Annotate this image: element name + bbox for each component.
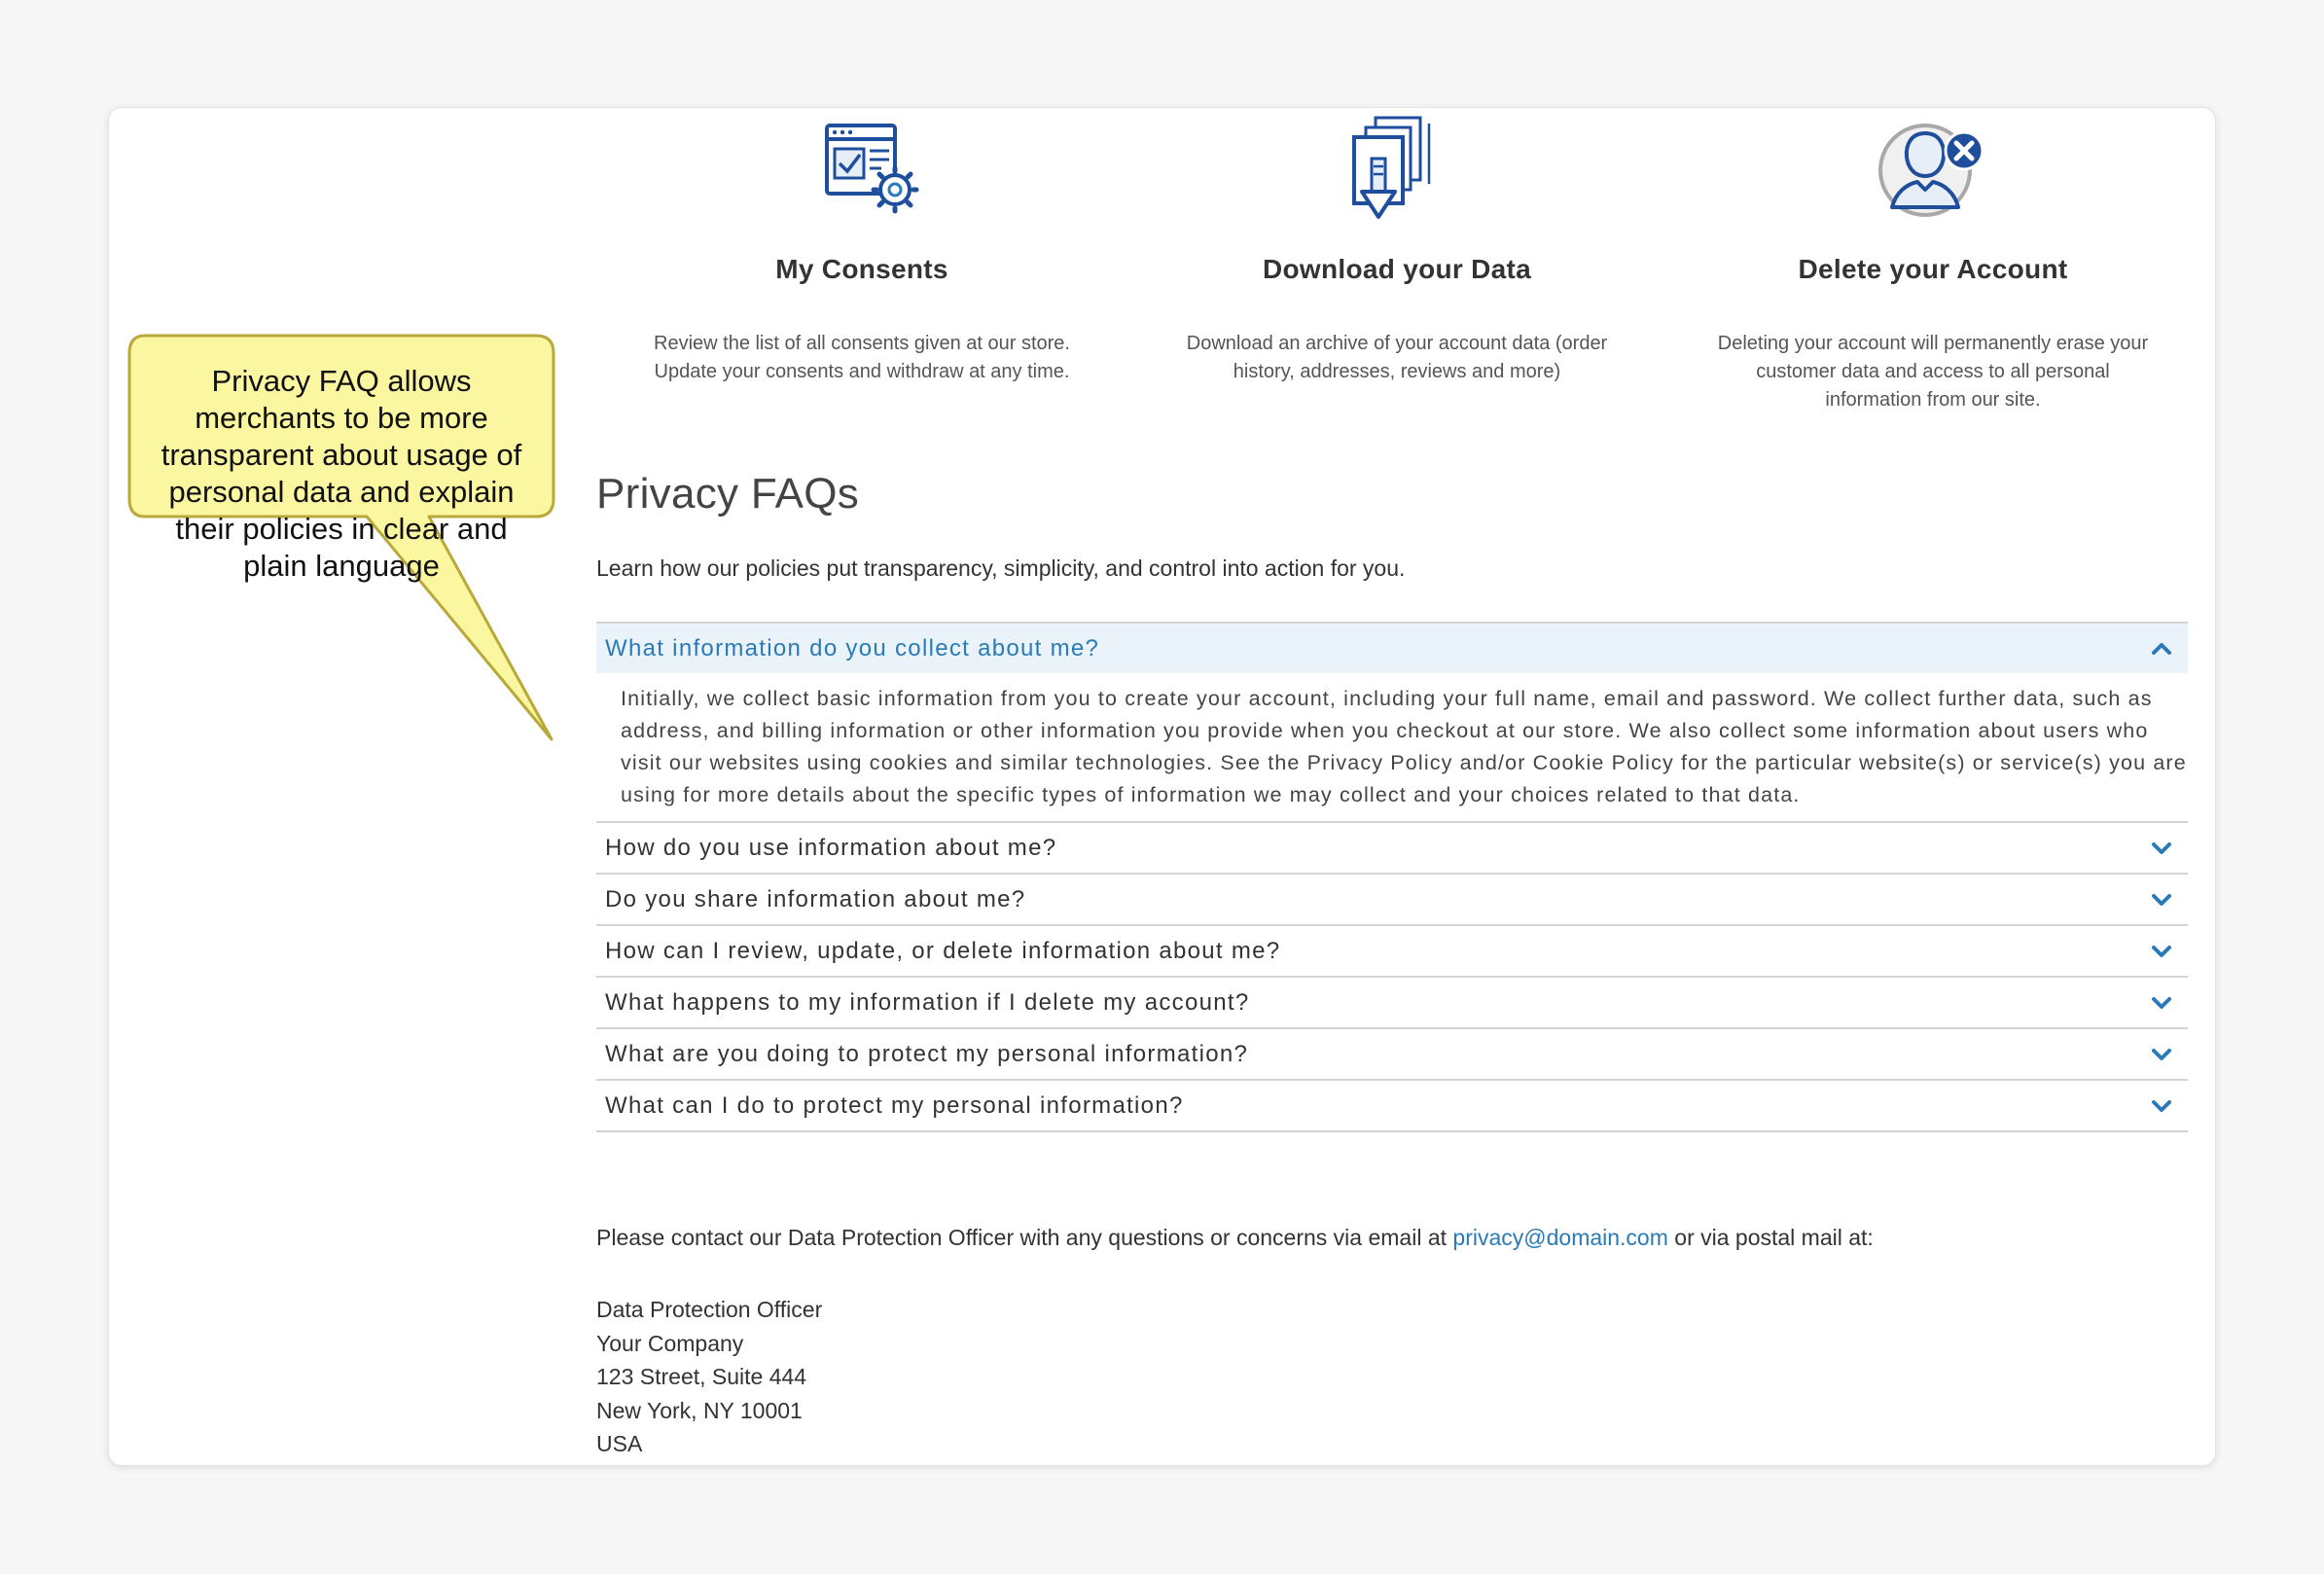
tile-description: Download an archive of your account data (order history, addresses, reviews and more) <box>1186 333 1608 382</box>
contact-text <box>596 1225 1874 1251</box>
chevron-down-icon <box>2151 992 2172 1014</box>
chevron-down-icon <box>2151 1044 2172 1065</box>
tile-title[interactable]: My Consents <box>775 254 948 284</box>
faq-item <box>596 1029 2188 1081</box>
privacy-email-link[interactable]: privacy@domain.com <box>1452 1225 1668 1250</box>
tile-description: Review the list of all consents given at our store. Update your consents and withdraw at any time. <box>654 333 1070 382</box>
contact-text-after: or via postal mail at: <box>1667 1225 1874 1250</box>
faq-question-toggle[interactable] <box>596 875 2188 924</box>
faq-question-toggle[interactable] <box>596 1081 2188 1130</box>
faq-question: How do you use information about me? <box>605 834 1057 861</box>
faq-heading: Privacy FAQs <box>596 470 860 518</box>
faq-question-toggle[interactable] <box>596 624 2188 673</box>
address-line: Your Company <box>596 1330 744 1356</box>
annotation-callout <box>127 334 555 613</box>
faq-item <box>596 624 2188 823</box>
privacy-panel <box>108 107 2216 1466</box>
chevron-down-icon <box>2151 838 2172 859</box>
callout-text: Privacy FAQ allows merchants to be more transparent about usage of personal data and explain their policies in clear and plain language <box>161 364 522 583</box>
faq-accordion <box>596 622 2188 1132</box>
chevron-up-icon <box>2151 638 2172 660</box>
download-documents-icon <box>1339 116 1455 233</box>
faq-item <box>596 823 2188 875</box>
chevron-down-icon <box>2151 1095 2172 1117</box>
postal-address <box>596 1293 822 1461</box>
faq-question: What information do you collect about me? <box>605 634 1100 662</box>
chevron-down-icon <box>2151 889 2172 911</box>
faq-question: What happens to my information if I delete my account? <box>605 988 1250 1016</box>
address-line: USA <box>596 1431 643 1456</box>
faq-item <box>596 926 2188 978</box>
faq-intro: Learn how our policies put transparency, simplicity, and control into action for you. <box>596 555 1406 581</box>
chevron-down-icon <box>2151 941 2172 962</box>
faq-question: What are you doing to protect my personal information? <box>605 1040 1249 1067</box>
faq-item <box>596 978 2188 1029</box>
contact-text-before: Please contact our Data Protection Officer with any questions or concerns via email at <box>596 1225 1453 1250</box>
faq-question: How can I review, update, or delete information about me? <box>605 937 1281 964</box>
tile-title[interactable]: Download your Data <box>1262 254 1532 284</box>
delete-user-icon <box>1875 116 2001 223</box>
faq-question: What can I do to protect my personal information? <box>605 1091 1184 1119</box>
faq-item <box>596 875 2188 926</box>
faq-question: Do you share information about me? <box>605 885 1026 912</box>
address-line: 123 Street, Suite 444 <box>596 1364 807 1389</box>
consents-settings-icon <box>804 116 920 223</box>
address-line: Data Protection Officer <box>596 1297 823 1322</box>
tile-title[interactable]: Delete your Account <box>1798 254 2068 284</box>
faq-question-toggle[interactable] <box>596 926 2188 976</box>
faq-item <box>596 1081 2188 1132</box>
faq-question-toggle[interactable] <box>596 1029 2188 1079</box>
faq-question-toggle[interactable] <box>596 978 2188 1027</box>
faq-answer: Initially, we collect basic information from you to create your account, including your full name, email and password. We collect further data, such as address, and billing information or other information you provide when you checkout at our store. We also collect some information about users who visit our websites using cookies and similar technologies. See the Privacy Policy and/or Cookie Policy for the particular website(s) or service(s) you are using for more details about the specific types of information we may collect and your choices related to that data. <box>621 687 2187 806</box>
address-line: New York, NY 10001 <box>596 1397 803 1423</box>
faq-question-toggle[interactable] <box>596 823 2188 873</box>
tile-description: Deleting your account will permanently erase your customer data and access to all personal information from our site. <box>1717 333 2149 411</box>
